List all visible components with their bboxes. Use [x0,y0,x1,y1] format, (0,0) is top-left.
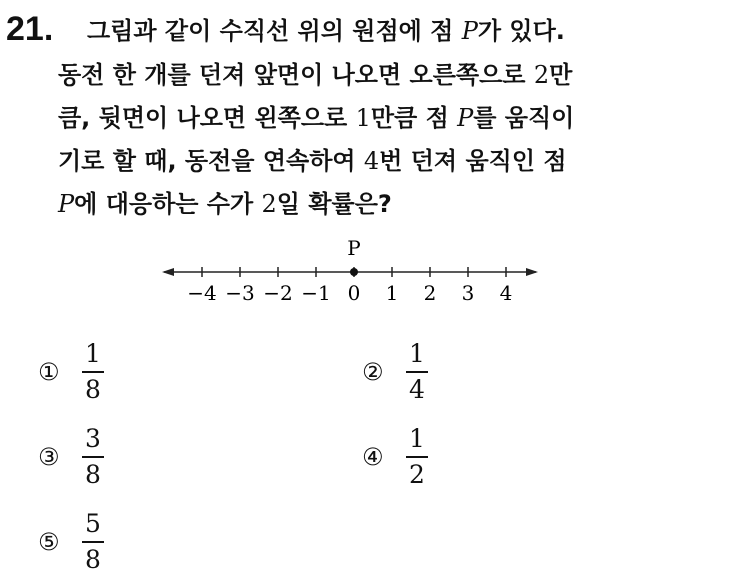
fraction-bar [82,456,104,458]
choice-5[interactable] [38,510,104,574]
denominator: 4 [409,375,425,404]
fraction [82,510,104,574]
point-p-dot [350,268,358,276]
question-line-4: 기로 할 때, 동전을 연속하여 4번 던져 움직인 점 [58,147,567,175]
choice-3[interactable] [38,425,104,489]
choice-1[interactable] [38,340,104,404]
numerator: 1 [85,339,101,368]
fraction-bar [406,371,428,373]
tick-label: −3 [225,281,255,305]
choice-mark: ⑤ [38,528,60,556]
numerator: 5 [85,509,101,538]
left-arrow-icon [162,268,174,276]
choice-mark: ① [38,358,60,386]
tick-label: −4 [187,281,217,305]
denominator: 8 [85,375,101,404]
denominator: 2 [409,460,425,489]
fraction-bar [82,541,104,543]
point-p-label: P [347,236,361,260]
tick-label: 0 [347,281,361,305]
tick-label: −2 [263,281,293,305]
numerator: 1 [409,339,425,368]
question-line-1: 그림과 같이 수직선 위의 원점에 점 P가 있다. [87,17,565,45]
question-number: 21. [6,10,54,48]
numerator: 3 [85,424,101,453]
question-line-5: P에 대응하는 수가 2일 확률은? [58,190,392,218]
fraction [82,425,104,489]
choice-mark: ② [362,358,384,386]
choice-mark: ④ [362,443,384,471]
right-arrow-icon [526,268,538,276]
fraction-bar [82,371,104,373]
numerator: 1 [409,424,425,453]
tick-label: 2 [423,281,437,305]
tick-label: −1 [301,281,331,305]
tick-label: 4 [499,281,513,305]
fraction [406,340,428,404]
choice-2[interactable] [362,340,428,404]
fraction [82,340,104,404]
choice-mark: ③ [38,443,60,471]
tick-label: 3 [461,281,475,305]
number-line-figure [150,230,550,310]
question-line-3: 큼, 뒷면이 나오면 왼쪽으로 1만큼 점 P를 움직이 [58,104,575,132]
tick-label: 1 [385,281,399,305]
denominator: 8 [85,460,101,489]
denominator: 8 [85,545,101,574]
question-line-2: 동전 한 개를 던져 앞면이 나오면 오른쪽으로 2만 [58,61,573,89]
fraction-bar [406,456,428,458]
fraction [406,425,428,489]
choice-4[interactable] [362,425,428,489]
